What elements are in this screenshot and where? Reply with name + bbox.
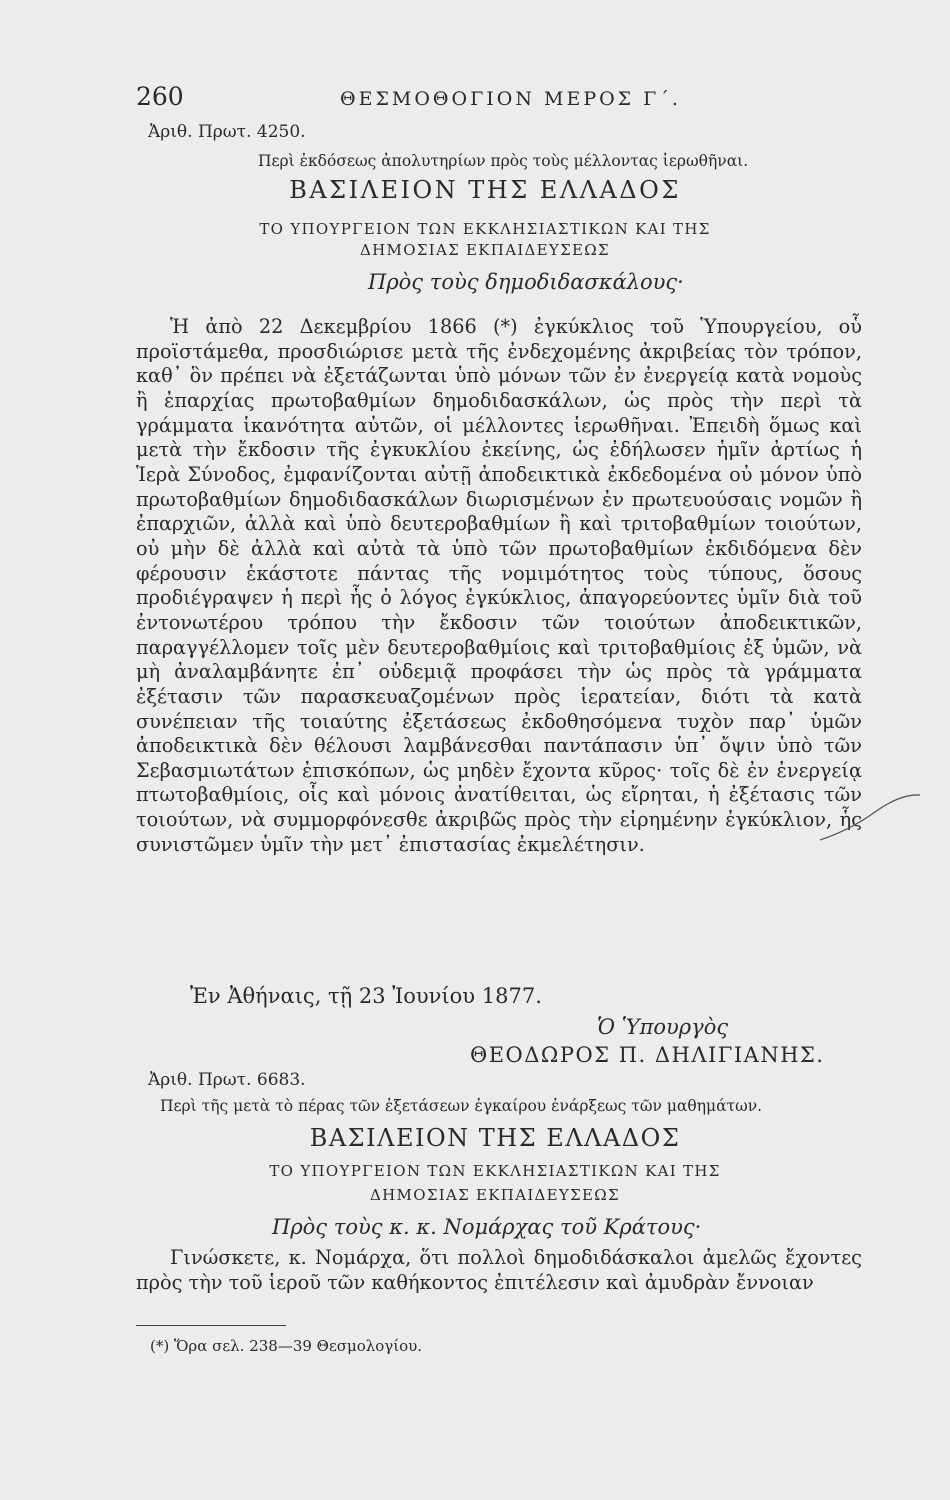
doc1-subject: Περὶ ἐκδόσεως ἀπολυτηρίων πρὸς τοὺς μέλλοντας ἱερωθῆναι. xyxy=(258,152,749,170)
doc1-signature-name: ΘΕΟΔΩΡΟΣ Π. ΔΗΛΙΓΙΑΝΗΣ. xyxy=(470,1043,825,1067)
page-number: 260 xyxy=(136,82,184,111)
doc2-ministry-line1: ΤΟ ΥΠΟΥΡΓΕΙΟΝ ΤΩΝ ΕΚΚΛΗΣΙΑΣΤΙΚΩΝ ΚΑΙ ΤΗΣ xyxy=(269,1162,721,1180)
doc1-ministry-line2: ΔΗΜΟΣΙΑΣ ΕΚΠΑΙΔΕΥΣΕΩΣ xyxy=(360,241,610,259)
doc1-signature-role: Ὁ Ὑπουργὸς xyxy=(597,1015,729,1039)
doc2-addressee: Πρὸς τοὺς κ. κ. Νομάρχας τοῦ Κράτους· xyxy=(272,1215,702,1239)
footnote: (*) Ὅρα σελ. 238—39 Θεσμολογίου. xyxy=(150,1337,423,1355)
doc2-ministry-line2: ΔΗΜΟΣΙΑΣ ΕΚΠΑΙΔΕΥΣΕΩΣ xyxy=(370,1186,620,1204)
doc2-kingdom-heading: ΒΑΣΙΛΕΙΟΝ ΤΗΣ ΕΛΛΑΔΟΣ xyxy=(309,1124,681,1152)
footnote-rule xyxy=(136,1325,286,1326)
doc1-ministry-line1: ΤΟ ΥΠΟΥΡΓΕΙΟΝ ΤΩΝ ΕΚΚΛΗΣΙΑΣΤΙΚΩΝ ΚΑΙ ΤΗΣ xyxy=(259,220,711,238)
doc1-date: Ἐν Ἀθήναις, τῇ 23 Ἰουνίου 1877. xyxy=(190,984,542,1008)
pen-mark xyxy=(820,790,920,850)
doc1-body: Ἡ ἀπὸ 22 Δεκεμβρίου 1866 (*) ἐγκύκλιος τοῦ Ὑπουργείου, οὗ προϊστάμεθα, προσδιώρισε μετὰ τῆς ἐνδεχομένης ἀκριβείας τὸν τρόπον, καθ᾽ ὃν πρέπει νὰ ἐξετάζωνται ὑπὸ μόνων τῶν ἐν ἐνεργείᾳ κατὰ νομοὺς ἢ ἐπαρχίας πρωτοβαθμίων δημοδιδασκάλων, ὡς πρὸς τὴν περὶ τὰ γράμματα ἱκανότητα αὐτῶν, οἱ μέλλοντες ἱερωθῆναι. Ἐπειδὴ ὅμως καὶ μετὰ τὴν ἔκδοσιν τῆς ἐγκυκλίου ἐκείνης, ὡς ἐδήλωσεν ἡμῖν ἀρτίως ἡ Ἱερὰ Σύνοδος, ἐμφανίζονται αὐτῇ ἀποδεικτικὰ ἐκδεδομένα οὐ μόνον ὑπὸ πρωτοβαθμίων δημοδιδασκάλων διωρισμένων ἐν πρωτευούσαις νομῶν ἢ ἐπαρχιῶν, ἀλλὰ καὶ ὑπὸ δευτεροβαθμίων ἢ καὶ τριτοβαθμίων τοιούτων, οὐ μὴν δὲ ἀλλὰ καὶ αὐτὰ τὰ ὑπὸ τῶν πρωτοβαθμίων ἐκδιδόμενα δὲν φέρουσιν ἑκάστοτε πάντας τῆς νομιμότητος τοὺς τύπους, ὅσους προδιέγραψεν ἡ περὶ ἧς ὁ λόγος ἐγκύκλιος, ἀπαγορεύοντες ὑμῖν διὰ τοῦ ἐντονωτέρου τρόπου τὴν ἔκδοσιν τῶν τοιούτων ἀποδεικτικῶν, παραγγέλλομεν τοῖς μὲν δευτεροβαθμίοις καὶ τριτοβαθμίοις ἐξ ὑμῶν, νὰ μὴ ἀναλαμβάνητε ἐπ᾽ οὐδεμιᾷ προφάσει τὴν ὡς πρὸς τὰ γράμματα ἐξέτασιν τῶν παρασκευαζομένων πρὸς ἱερατείαν, διότι τὰ κατὰ συνέπειαν τῆς τοιαύτης ἐξετάσεως ἐκδοθησόμενα τυχὸν παρ᾽ ὑμῶν ἀποδεικτικὰ δὲν θέλουσι λαμβάνεσθαι παντάπασιν ὑπ᾽ ὄψιν ὑπὸ τῶν Σεβασμιωτάτων ἐπισκόπων, ὡς μηδὲν ἔχοντα κῦρος· τοῖς δὲ ἐν ἐνεργείᾳ πτωτοβαθμίοις, οἷς καὶ μόνοις ἀνατίθειται, ὡς εἴρηται, ἡ ἐξέτασις τῶν τοιούτων, νὰ συμμορφόνεσθε ἀκριβῶς πρὸς τὴν εἰρημένην ἐγκύκλιον, ἧς συνιστῶμεν ὑμῖν τὴν μετ᾽ ἐπιστασίας ἐκμελέτησιν. xyxy=(136,315,862,856)
running-title: ΘΕΣΜΟΘΟΓΙΟΝ ΜΕΡΟΣ Γ΄. xyxy=(340,88,681,110)
doc1-addressee: Πρὸς τοὺς δημοδιδασκάλους· xyxy=(368,270,684,294)
doc1-kingdom-heading: ΒΑΣΙΛΕΙΟΝ ΤΗΣ ΕΛΛΑΔΟΣ xyxy=(289,176,681,204)
doc2-body: Γινώσκετε, κ. Νομάρχα, ὅτι πολλοὶ δημοδιδάσκαλοι ἀμελῶς ἔχοντες πρὸς τὴν τοῦ ἱεροῦ τῶν καθήκοντος ἐπιτέλεσιν καὶ ἀμυδρὰν ἔννοιαν xyxy=(136,1246,862,1294)
doc1-protocol-number: Ἀριθ. Πρωτ. 4250. xyxy=(148,122,306,142)
doc2-subject: Περὶ τῆς μετὰ τὸ πέρας τῶν ἐξετάσεων ἐγκαίρου ἐνάρξεως τῶν μαθημάτων. xyxy=(160,1097,763,1115)
doc2-protocol-number: Ἀριθ. Πρωτ. 6683. xyxy=(148,1070,306,1090)
